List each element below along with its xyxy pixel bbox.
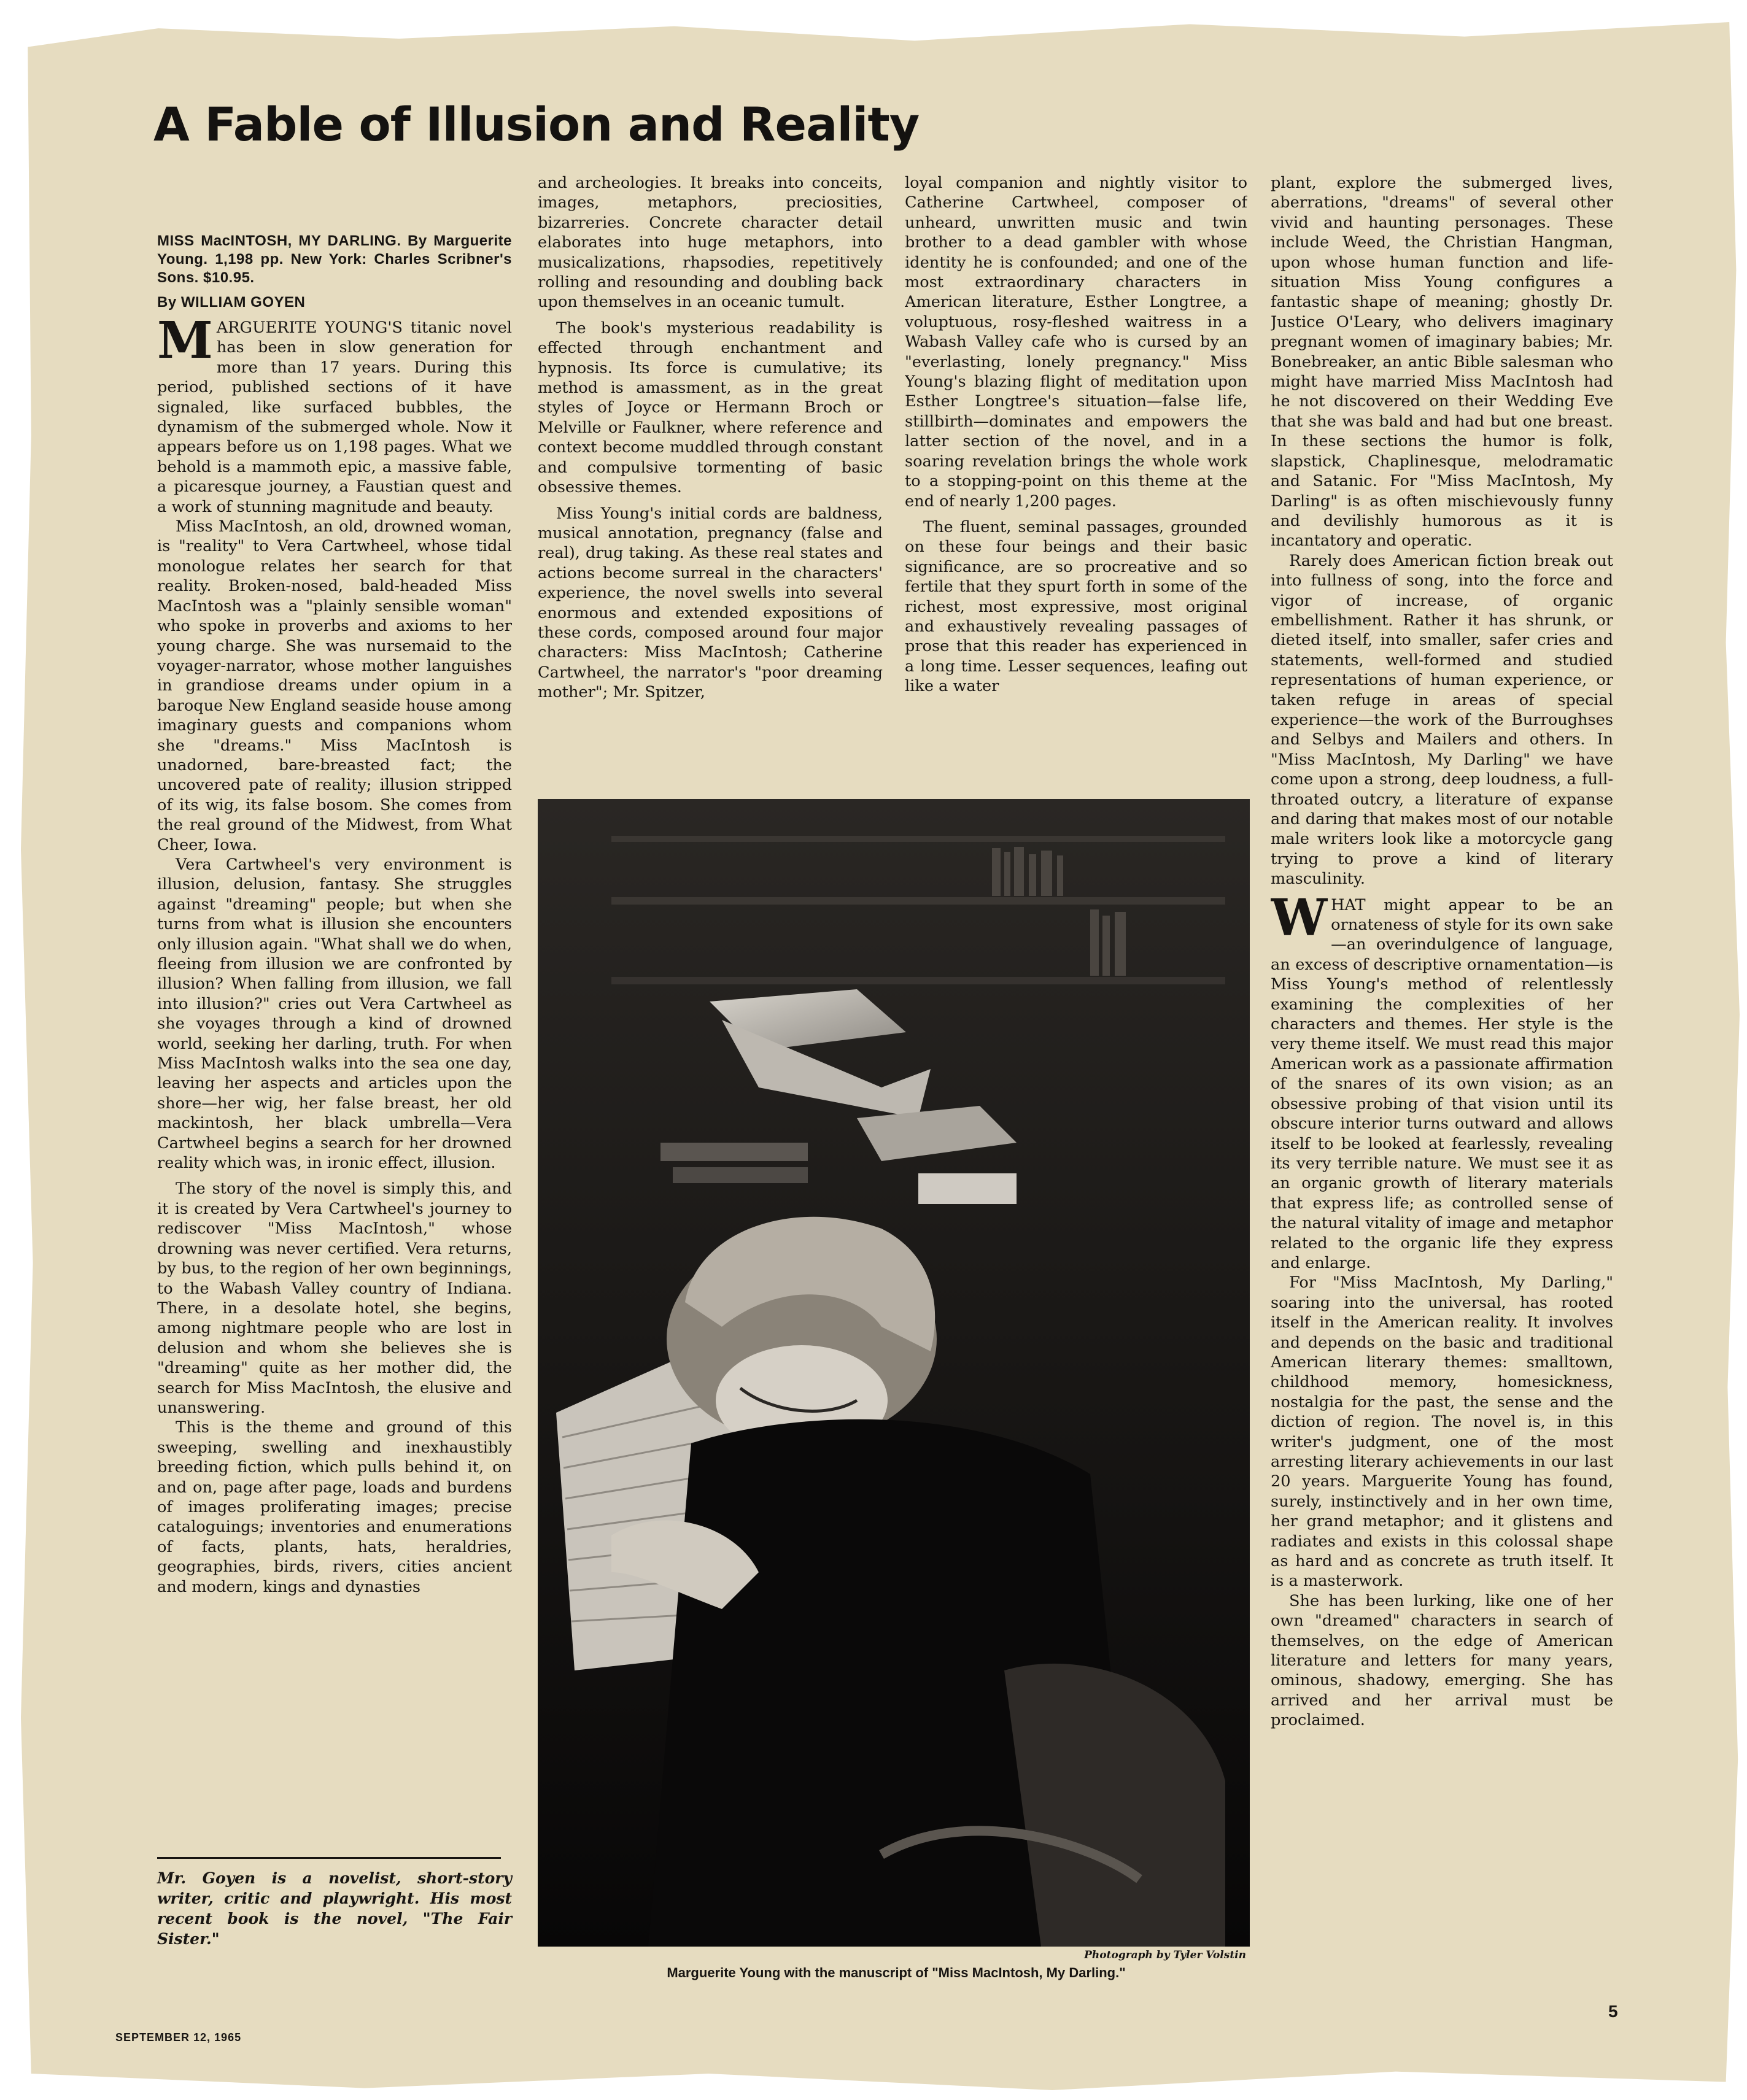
headline: A Fable of Illusion and Reality	[153, 97, 920, 152]
book-info: MISS MacINTOSH, MY DARLING. By Marguerite Young. 1,198 pp. New York: Charles Scribner's Sons. $10.95.	[157, 233, 512, 286]
author-photograph	[538, 799, 1250, 1947]
column-1-paragraph	[157, 311, 512, 517]
author-bio: Mr. Goyen is a novelist, short-story writer, critic and playwright. His most recent book is the novel, "The Fair Sister."	[157, 1869, 512, 1948]
issue-date: SEPTEMBER 12, 1965	[115, 2031, 242, 2044]
article-column-3	[905, 173, 1247, 782]
photo-credit: Photograph by Tyler Volstin	[1084, 1949, 1246, 1961]
column-4-paragraph: She has been lurking, like one of her own "dreamed" characters in search of themselves, on the edge of American literature and letters for many years, ominous, shadowy, emerging. She has arrived and her arrival must be proclaimed.	[1271, 1591, 1613, 1730]
column-2-paragraph: The book's mysterious readability is effected through enchantment and hypnosis. Its force is cumulative; its method is amassment, as in the great styles of Joyce or Hermann Broch or Melville or Faulkner, where reference and context become muddled through constant and compulsive tormenting of basic obsessive themes.	[538, 318, 883, 497]
column-4-paragraph: For "Miss MacIntosh, My Darling," soaring into the universal, has rooted itself in the American reality. It involves and depends on the basic and traditional American literary themes: smalltown, childhood memory, homesickness, nostalgia for the past, the sense and the diction of region. The novel is, in this writer's judgment, one of the most arresting literary achievements in our last 20 years. Marguerite Young has found, surely, instinctively and in her own time, her grand metaphor; and it glistens and radiates and exists in this colossal shape as hard and as concrete as truth itself. It is a masterwork.	[1271, 1273, 1613, 1591]
column-3-paragraph: loyal companion and nightly visitor to Catherine Cartwheel, composer of unheard, unwritten music and twin brother to a dead gambler with whose identity he is confounded; and one of the most extraordinary characters in American literature, Esther Longtree, a voluptuous, rosy-fleshed waitress in a Wabash Valley cafe who is cursed by an "everlasting, lonely pregnancy." Miss Young's blazing flight of meditation upon Esther Longtree's situation—false life, stillbirth—dominates and empowers the latter section of the novel, and in a soaring revelation brings the whole work to a stopping-point on this theme at the end of nearly 1,200 pages.	[905, 174, 1247, 511]
article-column-4	[1271, 173, 1613, 1928]
byline: By WILLIAM GOYEN	[157, 294, 306, 311]
paragraph-text: HAT might appear to be an ornateness of style for its own sake—an overindulgence of language, an excess of descriptive ornamentation—is Miss Young's method of relentlessly examining the complexities of her characters and themes. Her style is the very theme itself. We must read this major American work as a passionate affirmation of the snares of its own vision; as an obsessive probing of that vision until its obscure interior turns outward and allows itself to be looked at fearlessly, revealing its very terrible nature. We must see it as an organic growth of literary materials that express life; as controlled sense of the natural vitality of image and metaphor related to the organic life they express and enlarge.	[1271, 895, 1613, 1272]
page-number: 5	[1608, 2002, 1618, 2021]
article-column-1	[157, 232, 512, 1852]
column-2-paragraph: Miss Young's initial cords are baldness, musical annotation, pregnancy (false and real), drug taking. As these real states and actions become surreal in the characters' experience, the novel swells into several enormous and extended expositions of these cords, composed around four major characters: Miss MacIntosh; Catherine Cartwheel, the narrator's "poor dreaming mother"; Mr. Spitzer,	[538, 504, 883, 702]
column-1-paragraph: The story of the novel is simply this, and it is created by Vera Cartwheel's journey to rediscover "Miss MacIntosh," whose drowning was never certified. Vera returns, by bus, to the region of her own beginnings, to the Wabash Valley country of Indiana. There, in a desolate hotel, she begins, among nightmare people who are lost in delusion and whom she believes she is "dreaming" quite as her mother did, the search for Miss MacIntosh, the elusive and unanswering.	[157, 1179, 512, 1417]
photo-caption: Marguerite Young with the manuscript of "Miss MacIntosh, My Darling."	[667, 1965, 1126, 1980]
drop-cap: M	[157, 311, 213, 370]
column-4-paragraph: Rarely does American fiction break out into fullness of song, into the force and vigor of increase, of organic embellishment. Rather it has shrunk, or dieted itself, into smaller, safer cries and statements, well-formed and studied representations of human experience, or taken refuge in areas of special experience—the work of the Burroughses and Selbys and Mailers and others. In "Miss MacIntosh, My Darling" we have come upon a strong, deep loudness, a full-throated outcry, a literature of expanse and daring that makes most of our notable male writers look like a motorcycle gang trying to prove a kind of literary masculinity.	[1271, 551, 1613, 889]
paragraph-text: ARGUERITE YOUNG'S titanic novel has been in slow generation for more than 17 years. During this period, published sections of it have signaled, like surfaced bubbles, the dynamism of the submerged whole. Now it appears before us on 1,198 pages. What we behold is a mammoth epic, a massive fable, a picaresque journey, a Faustian quest and a work of stunning magnitude and beauty.	[157, 318, 512, 516]
article-column-2	[538, 173, 883, 782]
column-4-paragraph	[1271, 888, 1613, 1273]
column-1-paragraph: This is the theme and ground of this sweeping, swelling and inexhaustibly breeding fiction, which pulls behind it, on and on, page after page, loads and burdens of images proliferating images; precise cataloguings; inventories and enumerations of facts, plants, hats, heraldries, geographies, birds, rivers, cities ancient and modern, kings and dynasties	[157, 1418, 512, 1596]
bio-divider	[157, 1857, 501, 1859]
column-1-paragraph: Vera Cartwheel's very environment is illusion, delusion, fantasy. She struggles against "dreaming" people; but when she turns from what is illusion she encounters only illusion again. "What shall we do when, fleeing from illusion we are confronted by illusion? When falling from illusion, we fall into illusion?" cries out Vera Cartwheel as she voyages through a kind of drowned world, seeking her darling, truth. For when Miss MacIntosh walks into the sea one day, leaving her aspects and articles upon the shore—her wig, her false breast, her old mackintosh, her black umbrella—Vera Cartwheel begins a search for her drowned reality which was, in ironic effect, illusion.	[157, 855, 512, 1173]
column-3-paragraph: The fluent, seminal passages, grounded on these four beings and their basic significance, are so procreative and so fertile that they spurt forth in some of the richest, most expressive, most original and exhaustively revealing passages of prose that this reader has experienced in a long time. Lesser sequences, leafing out like a water	[905, 517, 1247, 696]
column-1-paragraph: Miss MacIntosh, an old, drowned woman, is "reality" to Vera Cartwheel, whose tidal monologue relates her search for that reality. Broken-nosed, bald-headed Miss MacIntosh was a "plainly sensible woman" who spoke in proverbs and axioms to her young charge. She was nursemaid to the voyager-narrator, whose mother languishes in grandiose dreams under opium in a baroque New England seaside house among imaginary guests and companions whom she "dreams." Miss MacIntosh is unadorned, bare-breasted fact; the uncovered pate of reality; illusion stripped of its wig, its false bosom. She comes from the real ground of the Midwest, from What Cheer, Iowa.	[157, 517, 512, 854]
column-4-paragraph: plant, explore the submerged lives, aberrations, "dreams" of several other vivid and haunting personages. These include Weed, the Christian Hangman, upon whose human function and life-situation Miss Young configures a fantastic shape of meaning; ghostly Dr. Justice O'Leary, who delivers imaginary pregnant women of imaginary babies; Mr. Bonebreaker, an antic Bible salesman who might have married Miss MacIntosh had he not discovered on their Wedding Eve that she was bald and had but one breast. In these sections the humor is folk, slapstick, Chaplinesque, melodramatic and Satanic. For "Miss MacIntosh, My Darling" is as often mischievously funny and devilishly humorous as it is incantatory and operatic.	[1271, 174, 1613, 550]
photograph-illustration	[538, 799, 1250, 1947]
drop-cap: W	[1271, 888, 1328, 948]
column-2-paragraph: and archeologies. It breaks into conceits, images, metaphors, preciosities, bizarreries. Concrete character detail elaborates into huge metaphors, into musicalizations, rhapsodies, repetitively rolling and resounding and doubling back upon themselves in an oceanic tumult.	[538, 174, 883, 312]
